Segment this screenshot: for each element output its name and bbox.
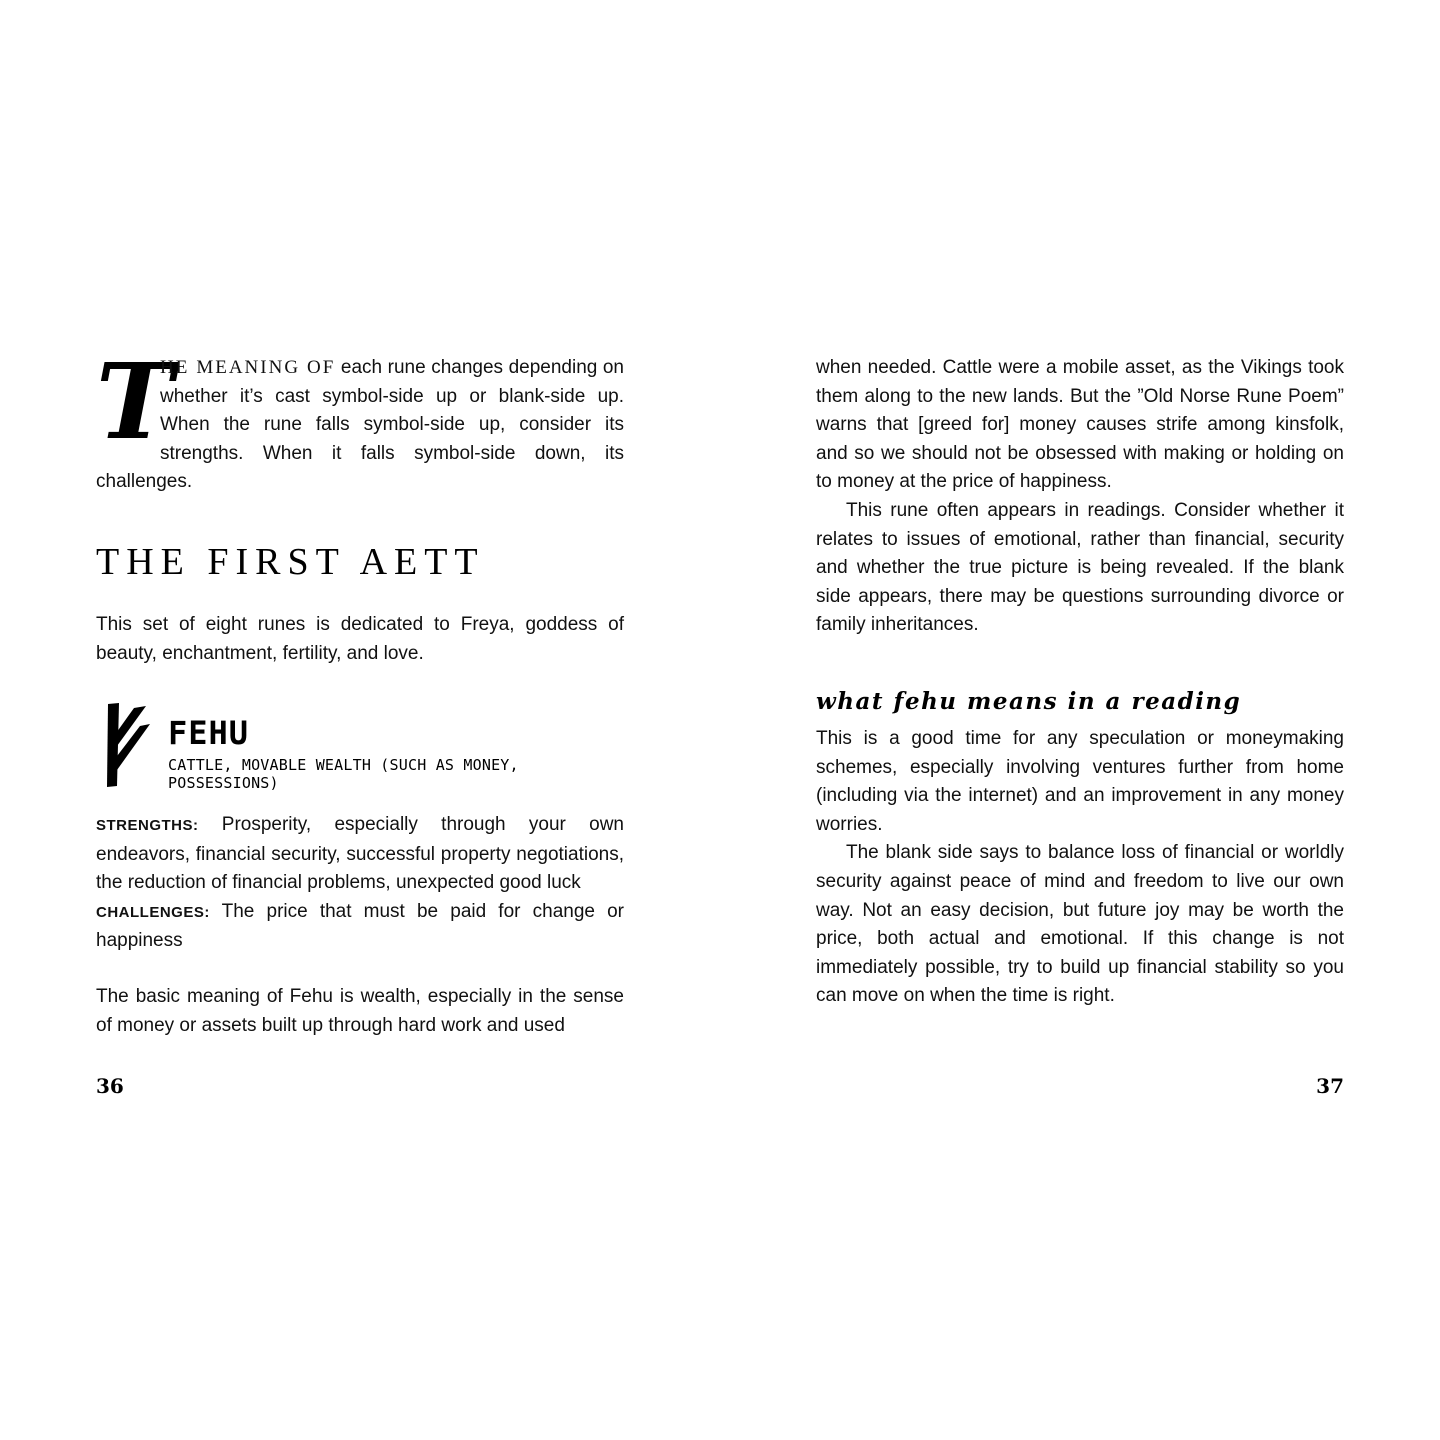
basic-meaning-paragraph: The basic meaning of Fehu is wealth, especially in the sense of money or assets built up through hard work and used	[96, 986, 624, 1036]
continuation-text	[816, 354, 1344, 640]
left-page	[96, 0, 624, 1440]
reading-subheading: what fehu means in a reading	[816, 688, 1242, 715]
continuation-paragraph-2: This rune often appears in readings. Consider whether it relates to issues of emotional, rather than financial, security and whether the true picture is being revealed. If the blank side appears, there may be questions surrounding divorce or family inheritances.	[816, 499, 1344, 636]
reading-paragraph-1: This is a good time for any speculation or moneymaking schemes, especially involving ventures further from home (including via the internet) and an improvement in any money worries.	[816, 728, 1344, 835]
section-title: THE FIRST AETT	[96, 541, 485, 583]
rune-name: FEHU	[168, 714, 250, 752]
challenges-line	[96, 898, 624, 956]
rune-header	[96, 700, 624, 792]
page-number-right: 37	[1316, 1074, 1344, 1098]
strengths-challenges	[96, 811, 624, 956]
challenges-text: The price that must be paid for change or happiness	[96, 900, 624, 952]
intro-text: each rune changes depending on whether it’s cast symbol-side up or blank-side up. When the rune falls symbol-side up, consider its strengths. When it falls symbol-side down, its challenges.	[96, 357, 625, 493]
drop-cap: T	[96, 340, 174, 463]
aett-description: This set of eight runes is dedicated to Freya, goddess of beauty, enchantment, fertility, and love.	[96, 614, 624, 664]
reading-paragraph-2: The blank side says to balance loss of financial or worldly security against peace of mind and freedom to live our own way. Not an easy decision, but future joy may be worth the price, both actual and emotional. If this change is not immediately possible, try to build up financial stability so you can move on when the time is right.	[816, 842, 1344, 1007]
reading-text	[816, 725, 1344, 1011]
continuation-paragraph-1: when needed. Cattle were a mobile asset, as the Vikings took them along to the new lands. But the ”Old Norse Rune Poem” warns that [greed for] money causes strife among kinsfolk, and so we should not be obsessed with making or holding on to money at the price of happiness.	[816, 357, 1344, 493]
strengths-line	[96, 811, 624, 898]
right-page	[816, 0, 1344, 1440]
fehu-rune-icon	[100, 702, 154, 788]
challenges-label: CHALLENGES:	[96, 903, 210, 921]
rune-meaning: CATTLE, MOVABLE WEALTH (SUCH AS MONEY, POSSESSIONS)	[168, 756, 519, 792]
intro-paragraph	[96, 340, 625, 497]
intro-lead-caps: HE MEANING OF	[160, 357, 336, 378]
strengths-label: STRENGTHS:	[96, 817, 199, 834]
page-number-left: 36	[96, 1074, 124, 1098]
strengths-text: Prosperity, especially through your own endeavors, financial security, successful property negotiations, the reduction of financial problems, unexpected good luck	[96, 814, 624, 894]
